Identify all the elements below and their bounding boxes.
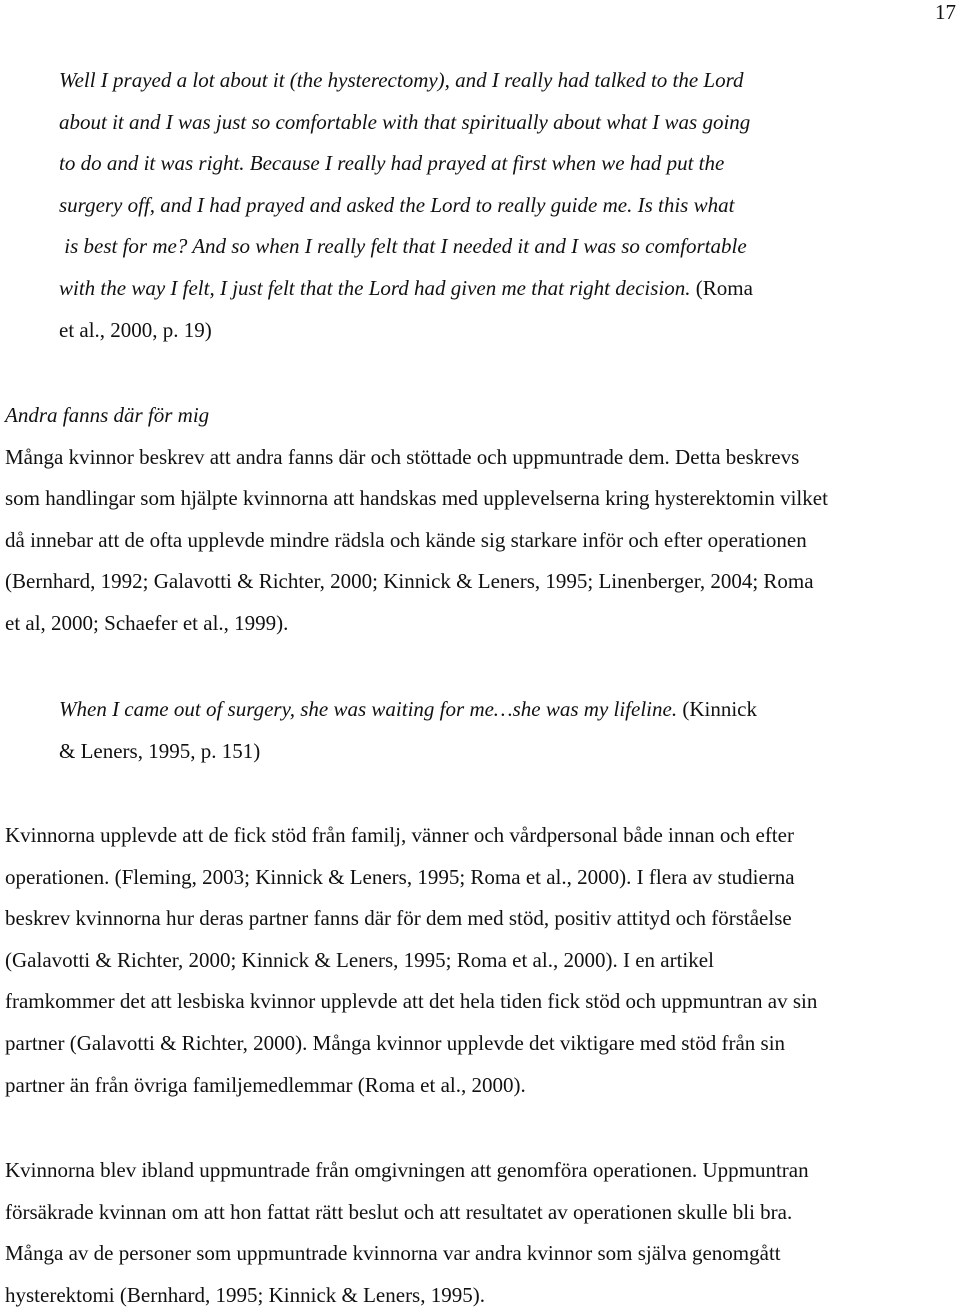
paragraph-line: Kvinnorna upplevde att de fick stöd från familj, vänner och vårdpersonal både innan och efter [5,823,794,847]
paragraph-line: beskrev kvinnorna hur deras partner fanns där för dem med stöd, positiv attityd och förståelse [5,906,792,931]
quote-line-with-citation [59,689,889,731]
quote-line: Well I prayed a lot about it (the hysterectomy), and I really had talked to the Lord [59,68,744,92]
paragraph-line: som handlingar som hjälpte kvinnorna att handskas med upplevelserna kring hysterektomin vilket [5,486,828,511]
paragraph-line: framkommer det att lesbiska kvinnor upplevde att det hela tiden fick stöd och uppmuntran av sin [5,989,818,1014]
paragraph-line: partner än från övriga familjemedlemmar (Roma et al., 2000). [5,1072,526,1097]
page-number: 17 [935,0,956,24]
citation-line: & Leners, 1995, p. 151) [59,738,261,763]
quote-line-with-citation [59,268,889,310]
paragraph-line: Många kvinnor beskrev att andra fanns där och stöttade och uppmuntrade dem. Detta beskrevs [5,444,800,469]
quote-line: surgery off, and I had prayed and asked the Lord to really guide me. Is this what [59,192,735,217]
quote-text: with the way I felt, I just felt that the Lord had given me that right decision. [59,275,691,300]
citation: (Kinnick [677,697,757,721]
quote-line: to do and it was right. Because I really had prayed at first when we had put the [59,151,725,176]
quote-line: is best for me? And so when I really felt that I needed it and I was so comfortable [59,234,747,259]
citation: (Roma [690,275,753,300]
block-quote-2 [59,689,889,772]
paragraph-2 [5,815,957,1106]
section-andra-fanns [5,395,957,645]
paragraph-line: partner (Galavotti & Richter, 2000). Många kvinnor upplevde det viktigare med stöd från sin [5,1030,786,1055]
paragraph-line: et al, 2000; Schaefer et al., 1999). [5,610,289,635]
citation-line: et al., 2000, p. 19) [59,317,212,342]
block-quote-1 [59,60,889,351]
paragraph-line: hysterektomi (Bernhard, 1995; Kinnick & Leners, 1995). [5,1282,485,1307]
quote-text: When I came out of surgery, she was waiting for me…she was my lifeline. [59,697,678,721]
paragraph-line: då innebar att de ofta upplevde mindre rädsla och kände sig starkare inför och efter operationen [5,527,807,552]
section-heading: Andra fanns där för mig [5,403,210,427]
quote-line: about it and I was just so comfortable with that spiritually about what I was going [59,109,751,134]
paragraph-line: operationen. (Fleming, 2003; Kinnick & Leners, 1995; Roma et al., 2000). I flera av studierna [5,864,795,889]
paragraph-line: Kvinnorna blev ibland uppmuntrade från omgivningen att genomföra operationen. Uppmuntran [5,1158,809,1182]
paragraph-line: (Galavotti & Richter, 2000; Kinnick & Leners, 1995; Roma et al., 2000). I en artikel [5,947,714,972]
paragraph-3 [5,1150,957,1316]
paragraph-line: Många av de personer som uppmuntrade kvinnorna var andra kvinnor som själva genomgått [5,1241,781,1266]
paragraph-line: (Bernhard, 1992; Galavotti & Richter, 2000; Kinnick & Leners, 1995; Linenberger, 2004; Roma [5,569,814,594]
paragraph-line: försäkrade kvinnan om att hon fattat rätt beslut och att resultatet av operationen skulle bli bra. [5,1199,793,1224]
